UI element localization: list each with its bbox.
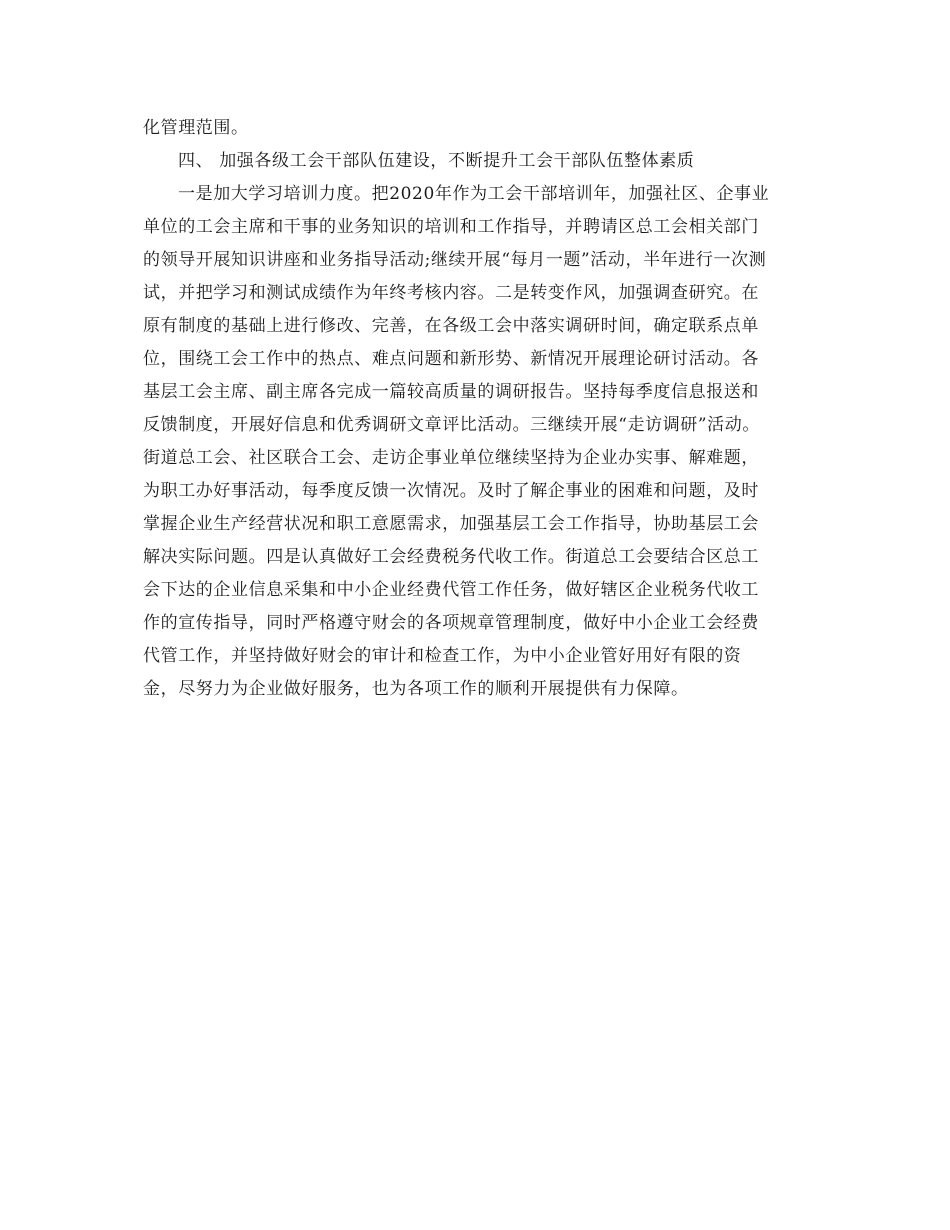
paragraph-line: 单位的工会主席和干事的业务知识的培训和工作指导，并聘请区总工会相关部门 [143, 217, 759, 237]
paragraph-line: 一是加大学习培训力度。把2020年作为工会干部培训年，加强社区、企事业 [178, 184, 770, 204]
paragraph-line: 基层工会主席、副主席各完成一篇较高质量的调研报告。坚持每季度信息报送和 [143, 382, 759, 402]
paragraph-line: 会下达的企业信息采集和中小企业经费代管工作任务，做好辖区企业税务代收工 [143, 580, 759, 600]
paragraph-line: 原有制度的基础上进行修改、完善，在各级工会中落实调研时间，确定联系点单 [143, 316, 759, 336]
paragraph-line: 解决实际问题。四是认真做好工会经费税务代收工作。街道总工会要结合区总工 [143, 547, 759, 567]
paragraph-line: 为职工办好事活动，每季度反馈一次情况。及时了解企事业的困难和问题，及时 [143, 481, 759, 501]
section-heading: 四、 加强各级工会干部队伍建设，不断提升工会干部队伍整体素质 [178, 151, 695, 171]
paragraph-line: 街道总工会、社区联合工会、走访企事业单位继续坚持为企业办实事、解难题， [143, 448, 759, 468]
paragraph-line: 金，尽努力为企业做好服务，也为各项工作的顺利开展提供有力保障。 [143, 679, 689, 699]
paragraph-line: 掌握企业生产经营状况和职工意愿需求，加强基层工会工作指导，协助基层工会 [143, 514, 759, 534]
paragraph-line: 反馈制度，开展好信息和优秀调研文章评比活动。三继续开展“走访调研”活动。 [143, 415, 760, 435]
paragraph-line: 的领导开展知识讲座和业务指导活动;继续开展“每月一题”活动，半年进行一次测 [143, 250, 767, 270]
body-text [143, 112, 805, 706]
paragraph-line: 代管工作，并坚持做好财会的审计和检查工作，为中小企业管好用好有限的资 [143, 646, 742, 666]
paragraph-line: 试，并把学习和测试成绩作为年终考核内容。二是转变作风，加强调查研究。在 [143, 283, 759, 303]
continued-paragraph-line: 化管理范围。 [143, 118, 249, 138]
paragraph-line: 位，围绕工会工作中的热点、难点问题和新形势、新情况开展理论研讨活动。各 [143, 349, 759, 369]
paragraph-line: 作的宣传指导，同时严格遵守财会的各项规章管理制度，做好中小企业工会经费 [143, 613, 759, 633]
